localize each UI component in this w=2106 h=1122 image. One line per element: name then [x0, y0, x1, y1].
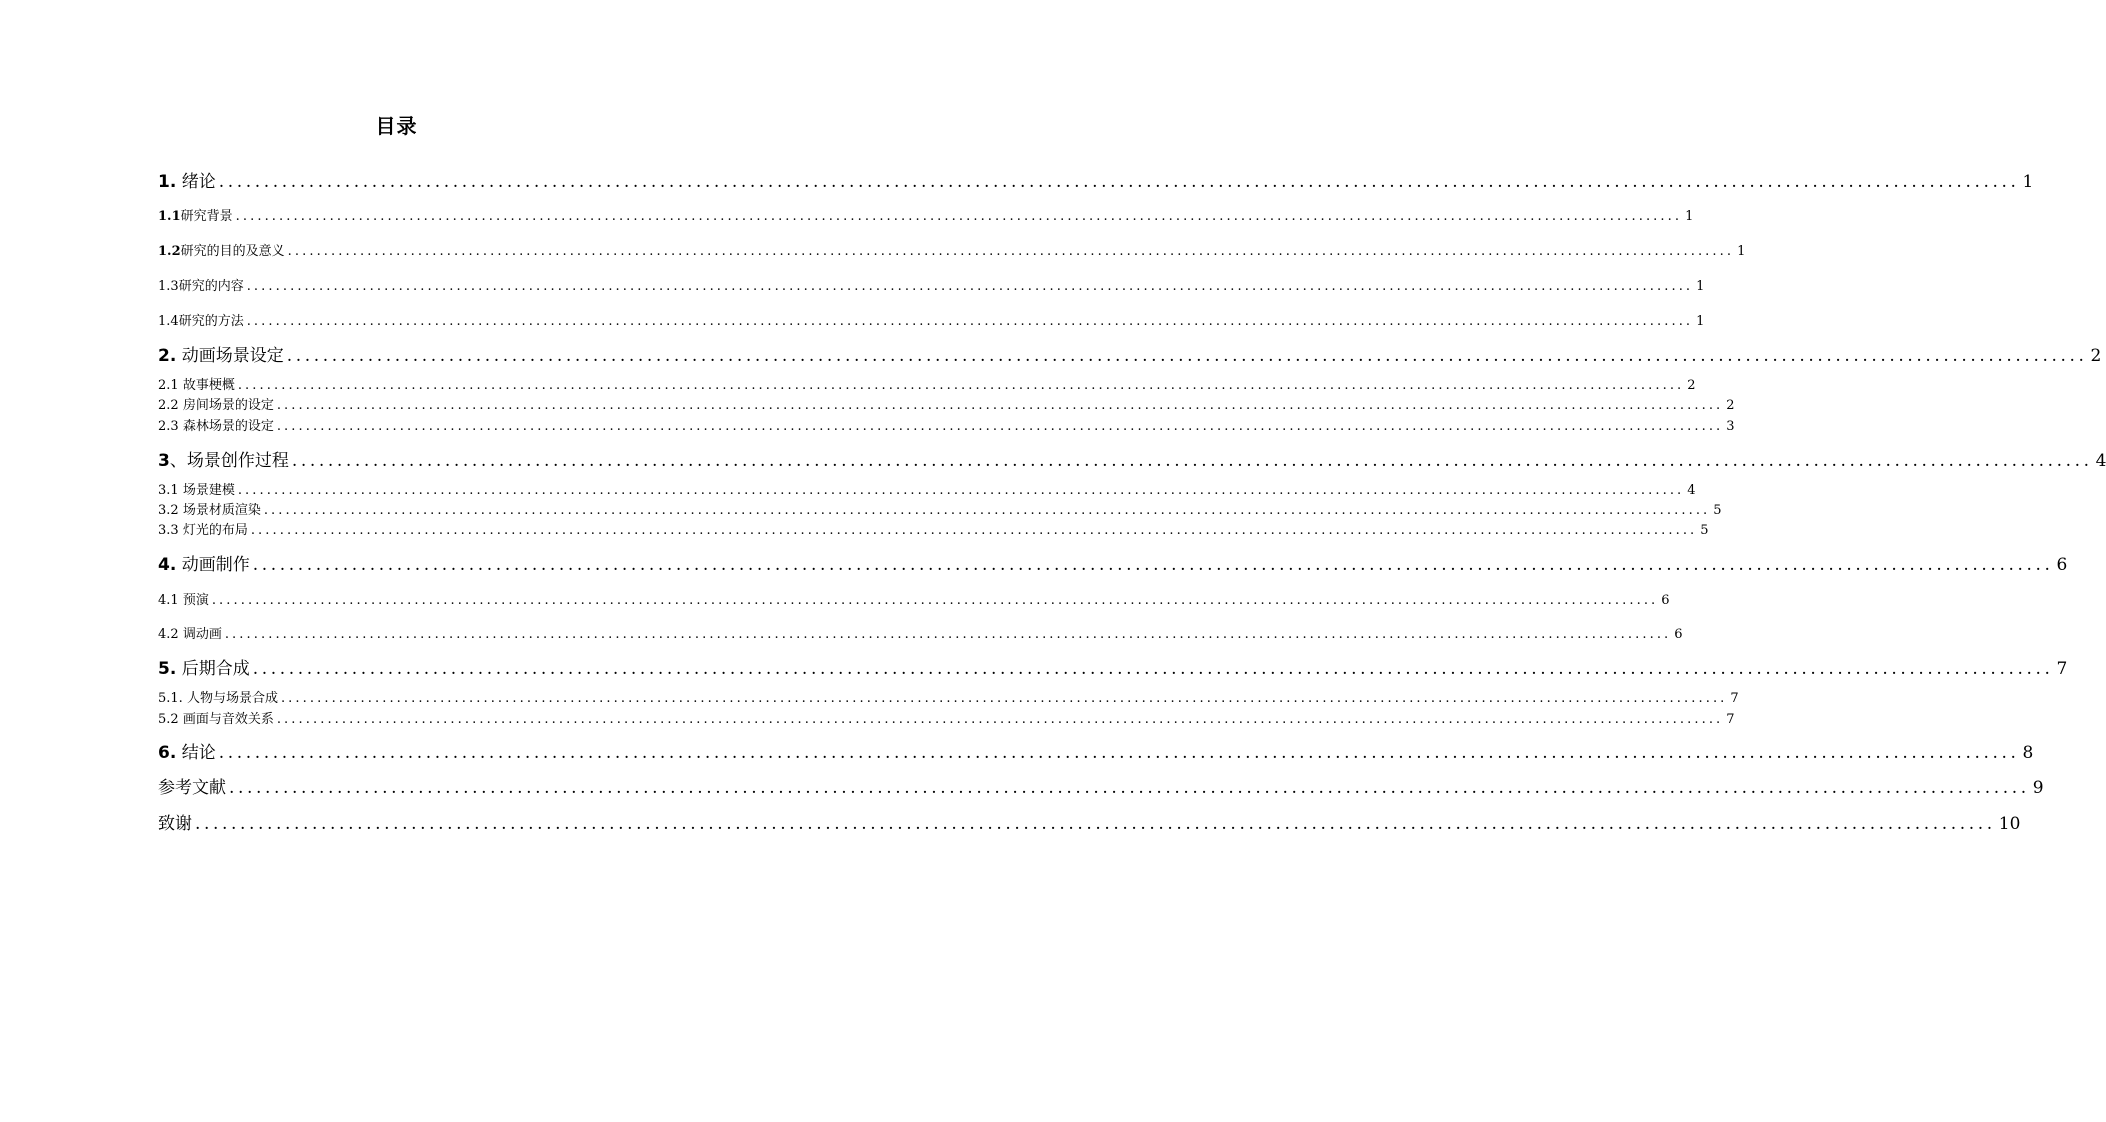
toc-entry[interactable]	[158, 690, 1739, 708]
toc-entry[interactable]	[158, 502, 1722, 520]
toc-entry[interactable]	[158, 592, 1670, 610]
toc-page-number: 7	[1730, 691, 1739, 706]
toc-page-number: 6	[2056, 555, 2068, 575]
toc-page-number: 7	[2056, 659, 2068, 679]
toc-dot-leader: ........................................................................................................................................................................................................	[286, 346, 2088, 366]
toc-entry-label: 2.1 故事梗概	[158, 378, 235, 393]
toc-entry-label: 1.3研究的内容	[158, 279, 244, 294]
toc-entry-label: 5.1. 人物与场景合成	[158, 691, 278, 706]
toc-entry[interactable]	[158, 208, 1694, 226]
toc-entry[interactable]	[158, 658, 2068, 680]
toc-dot-leader: ........................................................................................................................................................................................................	[195, 814, 1996, 834]
toc-entry[interactable]	[158, 813, 2021, 835]
toc-dot-leader: ........................................................................................................................................................................................................	[276, 419, 1724, 434]
toc-page-number: 4	[2095, 451, 2106, 471]
toc-entry[interactable]	[158, 397, 1735, 415]
toc-dot-leader: ........................................................................................................................................................................................................	[276, 712, 1724, 727]
toc-page-number: 2	[2090, 346, 2102, 366]
toc-entry-label: 4.1 预演	[158, 593, 209, 608]
toc-dot-leader: ........................................................................................................................................................................................................	[246, 314, 1694, 329]
toc-page-number: 10	[1998, 814, 2021, 834]
toc-page-number: 5	[1713, 503, 1722, 518]
toc-page-number: 4	[1687, 483, 1696, 498]
toc-page-number: 7	[1726, 712, 1735, 727]
toc-entry[interactable]	[158, 742, 2034, 764]
toc-dot-leader: ........................................................................................................................................................................................................	[276, 398, 1724, 413]
toc-dot-leader: ........................................................................................................................................................................................................	[224, 627, 1672, 642]
toc-entry[interactable]	[158, 554, 2068, 576]
toc-entry[interactable]	[158, 278, 1705, 296]
toc-dot-leader: ........................................................................................................................................................................................................	[252, 555, 2054, 575]
toc-entry[interactable]	[158, 243, 1746, 261]
toc-page-number: 9	[2032, 778, 2044, 798]
toc-entry-label: 1.1研究背景	[158, 209, 233, 224]
toc-entry-label: 1.2研究的目的及意义	[158, 244, 285, 259]
toc-dot-leader: ........................................................................................................................................................................................................	[229, 778, 2030, 798]
toc-entry-label: 1. 绪论	[158, 172, 216, 192]
toc-entry-label: 3.2 场景材质渲染	[158, 503, 261, 518]
toc-page-number: 2	[1726, 398, 1735, 413]
toc-dot-leader: ........................................................................................................................................................................................................	[211, 593, 1659, 608]
toc-dot-leader: ........................................................................................................................................................................................................	[218, 172, 2020, 192]
toc-entry[interactable]	[158, 482, 1696, 500]
toc-entry[interactable]	[158, 418, 1735, 436]
toc-entry-label: 3.3 灯光的布局	[158, 523, 248, 538]
toc-dot-leader: ........................................................................................................................................................................................................	[218, 743, 2020, 763]
toc-entry-label: 3、场景创作过程	[158, 451, 289, 471]
toc-entry-label: 4. 动画制作	[158, 555, 250, 575]
toc-dot-leader: ........................................................................................................................................................................................................	[237, 483, 1685, 498]
toc-entry[interactable]	[158, 626, 1683, 644]
toc-entry[interactable]	[158, 777, 2044, 799]
toc-entry-label: 2. 动画场景设定	[158, 346, 284, 366]
toc-page-number: 1	[1696, 279, 1705, 294]
toc-dot-leader: ........................................................................................................................................................................................................	[291, 451, 2093, 471]
toc-dot-leader: ........................................................................................................................................................................................................	[263, 503, 1711, 518]
toc-dot-leader: ........................................................................................................................................................................................................	[250, 523, 1698, 538]
toc-entry-label: 5.2 画面与音效关系	[158, 712, 274, 727]
toc-entry-label: 1.4研究的方法	[158, 314, 244, 329]
toc-page-number: 6	[1661, 593, 1670, 608]
toc-page-number: 1	[1696, 314, 1705, 329]
toc-page-number: 3	[1726, 419, 1735, 434]
toc-entry[interactable]	[158, 711, 1735, 729]
toc-page-number: 8	[2022, 743, 2034, 763]
toc-entry-label: 致谢	[158, 814, 192, 834]
toc-entry-label: 6. 结论	[158, 743, 216, 763]
toc-page-number: 1	[2022, 172, 2034, 192]
toc-dot-leader: ........................................................................................................................................................................................................	[252, 659, 2054, 679]
toc-entry-label: 2.2 房间场景的设定	[158, 398, 274, 413]
toc-entry[interactable]	[158, 313, 1705, 331]
toc-dot-leader: ........................................................................................................................................................................................................	[280, 691, 1728, 706]
toc-entry-label: 5. 后期合成	[158, 659, 250, 679]
toc-entry[interactable]	[158, 377, 1696, 395]
toc-dot-leader: ........................................................................................................................................................................................................	[237, 378, 1685, 393]
toc-entry-label: 3.1 场景建模	[158, 483, 235, 498]
toc-page-number: 1	[1737, 244, 1746, 259]
toc-dot-leader: ........................................................................................................................................................................................................	[287, 244, 1735, 259]
toc-page-number: 5	[1700, 523, 1709, 538]
toc-page-number: 2	[1687, 378, 1696, 393]
toc-entry-label: 4.2 调动画	[158, 627, 222, 642]
toc-entry-label: 2.3 森林场景的设定	[158, 419, 274, 434]
toc-entry-label: 参考文献	[158, 778, 226, 798]
toc-entry[interactable]	[158, 450, 2106, 472]
page-title: 目录	[375, 114, 418, 138]
toc-dot-leader: ........................................................................................................................................................................................................	[246, 279, 1694, 294]
toc-entry[interactable]	[158, 171, 2034, 193]
toc-page-number: 6	[1674, 627, 1683, 642]
toc-entry[interactable]	[158, 345, 2102, 367]
toc-page-number: 1	[1685, 209, 1694, 224]
toc-dot-leader: ........................................................................................................................................................................................................	[235, 209, 1683, 224]
toc-entry[interactable]	[158, 522, 1709, 540]
